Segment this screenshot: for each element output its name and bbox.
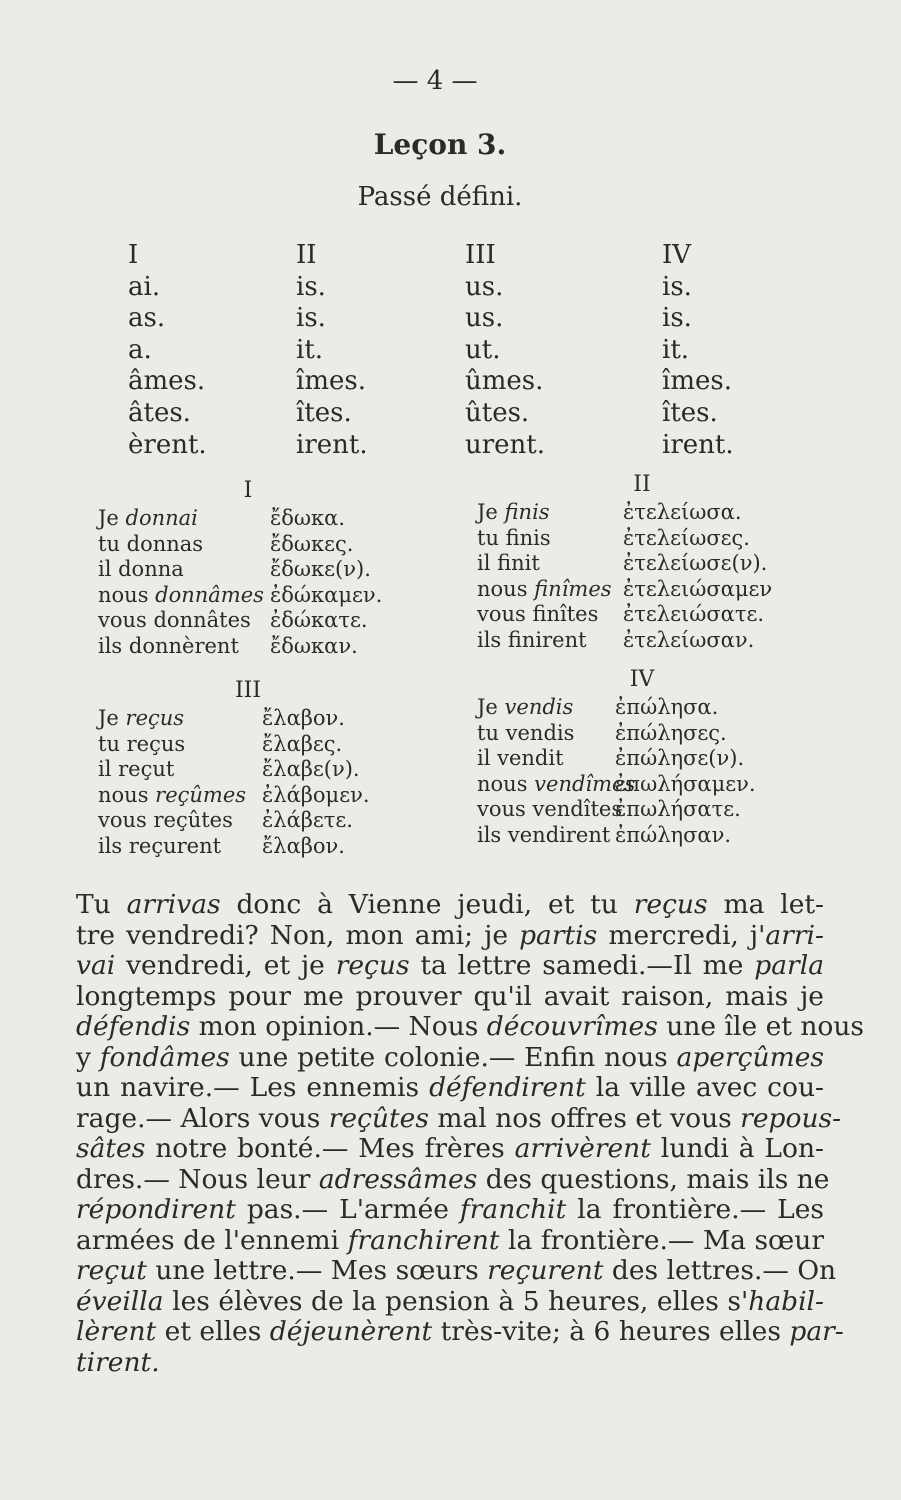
ending-form: îmes. xyxy=(296,366,366,397)
greek-translation: ἐτελείωσε(ν). xyxy=(623,551,768,575)
verb-form: donnâmes xyxy=(155,582,264,607)
french-form xyxy=(477,628,587,654)
pronoun: il xyxy=(477,746,498,770)
pronoun: tu xyxy=(477,525,506,550)
endings-numeral: IV xyxy=(662,240,692,270)
french-form xyxy=(98,732,185,758)
greek-translation: ἔδωκε(ν). xyxy=(270,557,371,581)
pronoun: ils xyxy=(477,822,508,847)
verb-form: finit xyxy=(497,551,540,575)
conjugation-row xyxy=(98,834,398,860)
french-form xyxy=(98,532,203,558)
endings-numeral: I xyxy=(128,240,139,270)
ending-form: is. xyxy=(662,271,692,302)
pronoun: vous xyxy=(477,602,533,626)
conjugation-numeral: III xyxy=(234,678,262,703)
ending-form: îtes. xyxy=(662,397,718,428)
ending-form: us. xyxy=(465,303,504,334)
greek-translation: ἐπωλήσαμεν. xyxy=(615,771,756,796)
french-form xyxy=(98,706,184,732)
ending-form: irent. xyxy=(662,429,734,460)
paragraph-line: Tu arrivas donc à Vienne jeudi, et tu reçus ma let- xyxy=(76,889,824,920)
greek-translation: ἔλαβον. xyxy=(262,706,345,730)
greek-translation: ἐλάβομεν. xyxy=(262,782,370,807)
pronoun: nous xyxy=(477,771,535,796)
greek-translation: ἐδώκατε. xyxy=(270,608,368,632)
french-form xyxy=(98,506,198,532)
ending-form: us. xyxy=(465,271,504,302)
conjugation-block-i xyxy=(98,476,398,659)
conjugation-row xyxy=(477,695,807,721)
french-form xyxy=(98,783,246,809)
verb-form: donnèrent xyxy=(128,633,239,658)
paragraph-line: dres.— Nous leur adressâmes des questions, mais ils ne xyxy=(76,1163,830,1195)
endings-numeral: II xyxy=(296,240,317,270)
pronoun: nous xyxy=(98,782,156,807)
greek-translation: ἐτελειώσαμεν xyxy=(623,576,773,601)
verb-form: donnas xyxy=(126,531,204,556)
conjugation-row xyxy=(477,551,807,577)
french-form xyxy=(477,526,551,552)
ending-form: it. xyxy=(662,334,690,365)
paragraph-line: reçut une lettre.— Mes sœurs reçurent des lettres.— On xyxy=(76,1255,837,1286)
french-form xyxy=(477,602,598,628)
pronoun: vous xyxy=(98,808,154,832)
verb-form: donna xyxy=(118,557,184,581)
pronoun: vous xyxy=(477,797,533,821)
ending-form: ûtes. xyxy=(465,397,530,428)
conjugation-row xyxy=(477,526,807,552)
greek-translation: ἐδώκαμεν. xyxy=(270,582,383,607)
paragraph-line: longtemps pour me prouver qu'il avait raison, mais je xyxy=(76,980,824,1012)
french-form xyxy=(477,746,564,772)
conjugation-row xyxy=(477,772,807,798)
endings-column-4 xyxy=(662,240,734,461)
pronoun: tu xyxy=(477,720,506,745)
verb-form: donnai xyxy=(125,506,198,530)
conjugation-row xyxy=(477,628,807,654)
paragraph-line: lèrent et elles déjeunèrent très-vite; à 6 heures elles par- xyxy=(76,1316,844,1347)
pronoun: nous xyxy=(98,582,156,607)
french-form xyxy=(98,608,251,634)
verb-form: finîmes xyxy=(534,576,612,601)
pronoun: tu xyxy=(98,731,127,756)
french-form xyxy=(98,834,221,860)
ending-form: irent. xyxy=(296,429,368,460)
ending-form: ut. xyxy=(465,334,501,365)
pronoun: Je xyxy=(477,695,505,719)
paragraph-line: tirent. xyxy=(76,1346,160,1378)
conjugation-row xyxy=(98,808,398,834)
lesson-subtitle: Passé défini. xyxy=(357,182,523,212)
paragraph-line: y fondâmes une petite colonie.— Enfin nous aperçûmes xyxy=(76,1041,824,1073)
ending-form: èrent. xyxy=(128,429,207,460)
french-form xyxy=(477,797,622,823)
conjugation-row xyxy=(98,634,398,660)
verb-form: finîtes xyxy=(532,602,599,626)
pronoun: ils xyxy=(98,633,129,658)
french-form xyxy=(477,823,610,849)
pronoun: Je xyxy=(477,500,505,524)
conjugation-row xyxy=(477,746,807,772)
paragraph-line: tre vendredi? Non, mon ami; je partis mercredi, j'arri- xyxy=(76,919,824,951)
conjugation-row xyxy=(98,757,398,783)
greek-translation: ἐτελείωσες. xyxy=(623,525,750,550)
greek-translation: ἐτελείωσα. xyxy=(623,500,742,524)
verb-form: vendîtes xyxy=(532,797,623,821)
greek-translation: ἐτελειώσατε. xyxy=(623,602,765,626)
conjugation-row xyxy=(477,500,807,526)
verb-form: reçûtes xyxy=(153,808,233,832)
french-form xyxy=(477,500,550,526)
conjugation-row xyxy=(98,783,398,809)
ending-form: a. xyxy=(128,334,152,365)
ending-form: it. xyxy=(296,334,324,365)
conjugation-row xyxy=(98,557,398,583)
greek-translation: ἔλαβον. xyxy=(262,833,345,858)
verb-form: reçus xyxy=(126,731,186,756)
ending-form: is. xyxy=(662,303,692,334)
pronoun: tu xyxy=(98,531,127,556)
verb-form: finis xyxy=(505,525,551,550)
conjugation-row xyxy=(477,823,807,849)
paragraph-line: armées de l'ennemi franchirent la frontière.— Ma sœur xyxy=(76,1224,824,1256)
greek-translation: ἔδωκα. xyxy=(270,506,346,530)
pronoun: vous xyxy=(98,608,154,632)
endings-numeral: III xyxy=(465,240,496,270)
ending-form: ûmes. xyxy=(465,366,544,397)
pronoun: il xyxy=(477,551,498,575)
verb-form: vendirent xyxy=(507,822,611,847)
verb-form: reçurent xyxy=(128,833,222,858)
greek-translation: ἔλαβε(ν). xyxy=(262,757,360,781)
greek-translation: ἐπώλησες. xyxy=(615,720,727,745)
pronoun: Je xyxy=(98,706,126,730)
ending-form: is. xyxy=(296,303,326,334)
conjugation-row xyxy=(477,721,807,747)
ending-form: âmes. xyxy=(128,366,206,397)
conjugation-row xyxy=(98,583,398,609)
french-form xyxy=(477,577,612,603)
lesson-title: Leçon 3. xyxy=(373,128,507,161)
conjugation-row xyxy=(98,532,398,558)
ending-form: îtes. xyxy=(296,397,352,428)
paragraph-line: rage.— Alors vous reçûtes mal nos offres et vous repous- xyxy=(76,1102,842,1134)
conjugation-block-iii xyxy=(98,676,398,859)
conjugation-row xyxy=(98,608,398,634)
pronoun: il xyxy=(98,557,119,581)
french-form xyxy=(477,721,574,747)
verb-form: vendîmes xyxy=(534,771,636,796)
greek-translation: ἔδωκαν. xyxy=(270,633,358,658)
ending-form: as. xyxy=(128,303,166,334)
verb-form: reçut xyxy=(118,757,175,781)
verb-form: vendis xyxy=(504,695,574,719)
conjugation-row xyxy=(98,732,398,758)
conjugation-numeral: IV xyxy=(629,667,655,692)
endings-column-3 xyxy=(465,240,545,461)
french-form xyxy=(98,634,239,660)
verb-form: finirent xyxy=(507,627,587,652)
verb-form: vendis xyxy=(505,720,575,745)
ending-form: is. xyxy=(296,271,326,302)
greek-translation: ἐπώλησαν. xyxy=(615,822,732,847)
french-form xyxy=(98,757,174,783)
conjugation-numeral: II xyxy=(633,472,651,497)
verb-form: donnâtes xyxy=(153,608,251,632)
conjugation-row xyxy=(98,706,398,732)
conjugation-row xyxy=(477,797,807,823)
endings-column-1 xyxy=(128,240,207,461)
greek-translation: ἐλάβετε. xyxy=(262,808,353,832)
ending-form: ai. xyxy=(128,271,161,302)
greek-translation: ἐπώλησε(ν). xyxy=(615,746,745,770)
pronoun: ils xyxy=(477,627,508,652)
conjugation-block-ii xyxy=(477,470,807,653)
french-form xyxy=(98,808,233,834)
ending-form: îmes. xyxy=(662,366,732,397)
ending-form: urent. xyxy=(465,429,546,460)
paragraph-line: sâtes notre bonté.— Mes frères arrivèrent lundi à Lon- xyxy=(76,1133,824,1164)
conjugation-numeral: I xyxy=(243,478,253,503)
french-form xyxy=(477,772,635,798)
verb-form: vendit xyxy=(497,746,564,770)
pronoun: il xyxy=(98,757,119,781)
paragraph-line: un navire.— Les ennemis défendirent la ville avec cou- xyxy=(76,1072,824,1103)
conjugation-row xyxy=(98,506,398,532)
pronoun: ils xyxy=(98,833,129,858)
verb-form: reçus xyxy=(125,706,185,730)
conjugation-block-iv xyxy=(477,665,807,848)
verb-form: reçûmes xyxy=(155,782,247,807)
paragraph-line: répondirent pas.— L'armée franchit la frontière.— Les xyxy=(76,1194,824,1225)
french-form xyxy=(477,551,540,577)
endings-column-2 xyxy=(296,240,368,461)
french-form xyxy=(477,695,573,721)
greek-translation: ἐπωλήσατε. xyxy=(615,797,741,821)
greek-translation: ἔλαβες. xyxy=(262,731,343,756)
greek-translation: ἔδωκες. xyxy=(270,531,354,556)
greek-translation: ἐπώλησα. xyxy=(615,695,719,719)
page-number: — 4 — xyxy=(392,66,478,96)
conjugation-row xyxy=(477,577,807,603)
french-form xyxy=(98,583,264,609)
paragraph-line: vai vendredi, et je reçus ta lettre samedi.—Il me parla xyxy=(76,950,825,981)
ending-form: âtes. xyxy=(128,397,191,428)
paragraph-line: défendis mon opinion.— Nous découvrîmes une île et nous xyxy=(76,1011,865,1042)
greek-translation: ἐτελείωσαν. xyxy=(623,627,755,652)
french-form xyxy=(98,557,184,583)
paragraph-line: éveilla les élèves de la pension à 5 heures, elles s'habil- xyxy=(76,1285,824,1317)
exercise-paragraph xyxy=(76,889,865,1378)
pronoun: nous xyxy=(477,576,535,601)
pronoun: Je xyxy=(98,506,126,530)
conjugation-row xyxy=(477,602,807,628)
verb-form: finis xyxy=(504,500,550,524)
